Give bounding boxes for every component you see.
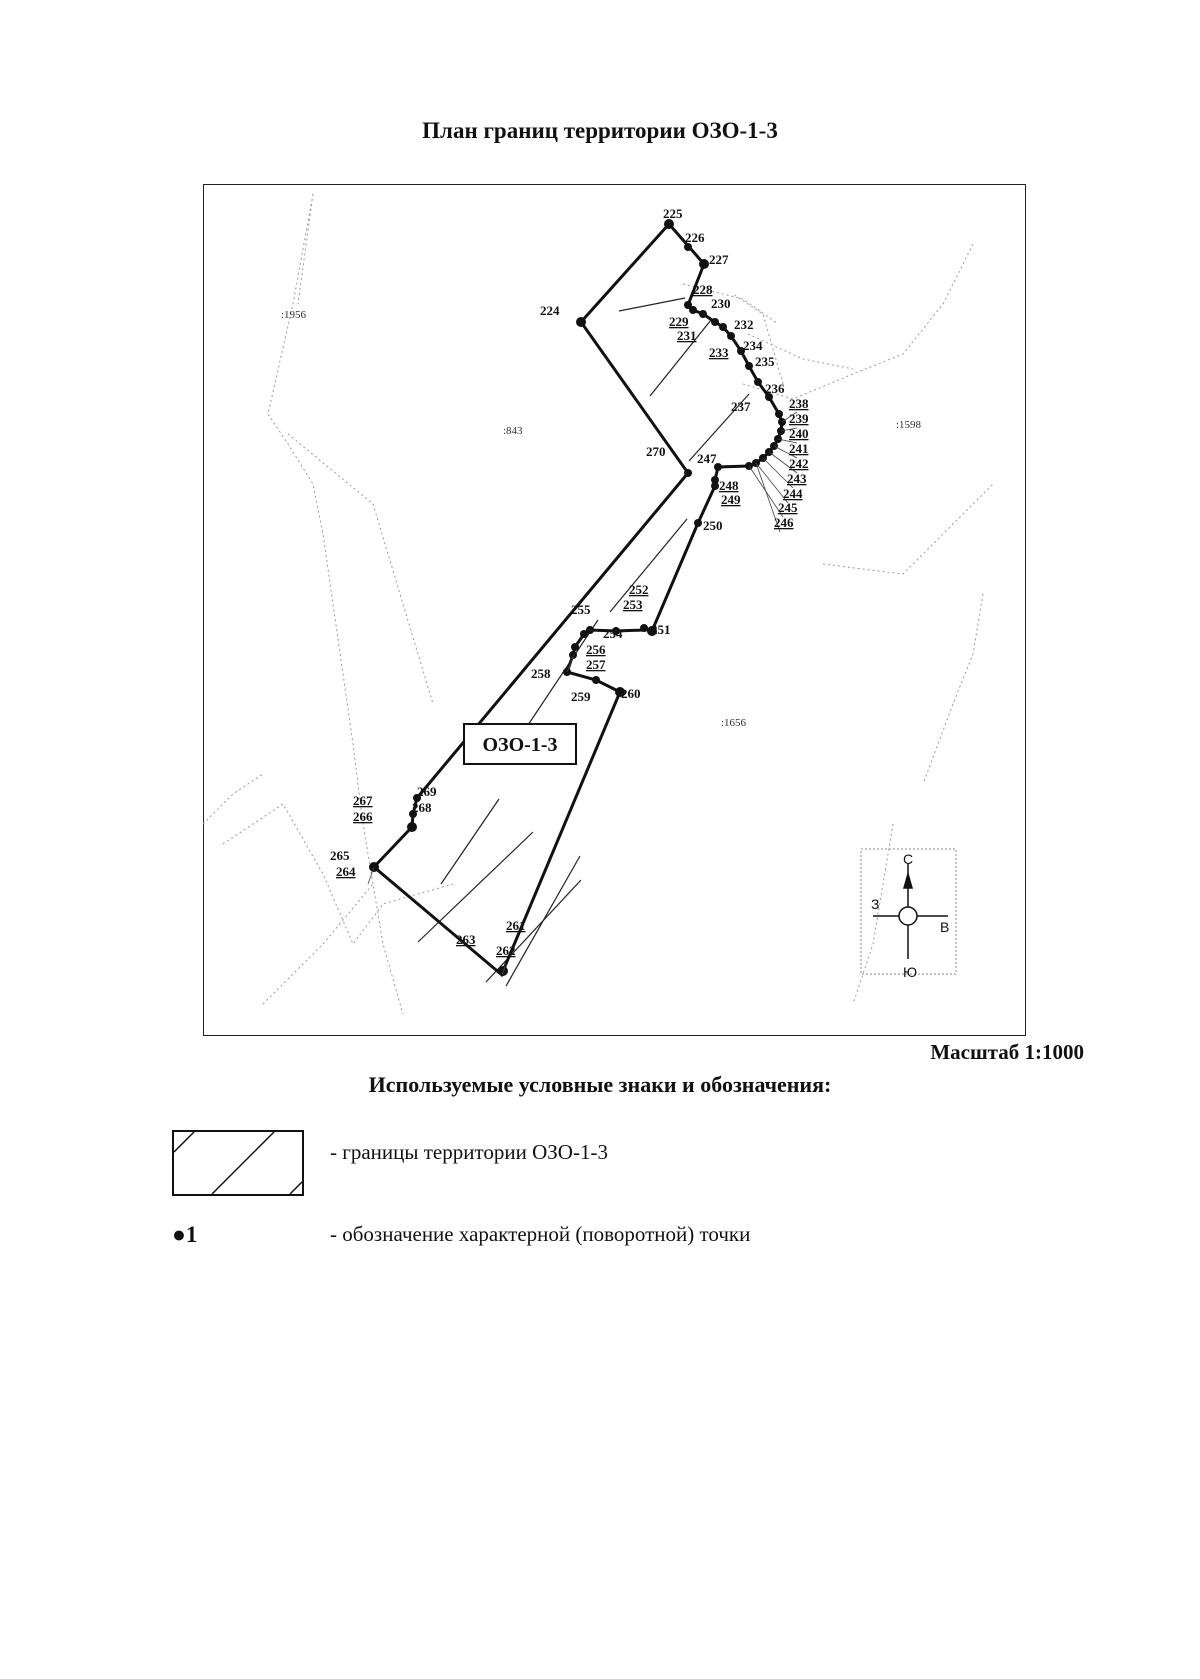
legend-boundary-text: - границы территории ОЗО-1-3 <box>330 1140 608 1164</box>
adjacent-parcel-lines <box>203 194 993 1014</box>
point-label-253: 253 <box>623 597 643 612</box>
scale-label: Масштаб 1:1000 <box>930 1040 1084 1064</box>
point-label-270: 270 <box>646 444 666 459</box>
vertex-markers <box>369 219 786 976</box>
point-label-266: 266 <box>353 809 373 824</box>
point-label-264: 264 <box>336 864 356 879</box>
point-label-231: 231 <box>677 328 697 343</box>
point-label-225: 225 <box>663 206 683 221</box>
compass-north-label: С <box>903 851 914 867</box>
point-label-255: 255 <box>571 602 591 617</box>
parcel-label: :843 <box>503 425 523 437</box>
legend-point-text: - обозначение характерной (поворотной) точки <box>330 1222 751 1246</box>
point-label-265: 265 <box>330 848 350 863</box>
boundary-map <box>203 184 1026 1036</box>
point-label-239: 239 <box>789 411 809 426</box>
point-label-226: 226 <box>685 230 705 245</box>
parcel-label: :1956 <box>281 309 307 321</box>
point-label-233: 233 <box>709 345 729 360</box>
point-label-262: 262 <box>496 943 516 958</box>
point-label-229: 229 <box>669 314 689 329</box>
page-title: План границ территории ОЗО-1-3 <box>422 118 778 143</box>
point-label-236: 236 <box>765 381 785 396</box>
north-arrow-icon <box>861 849 956 980</box>
point-label-232: 232 <box>734 317 754 332</box>
point-label-250: 250 <box>703 518 723 533</box>
point-label-246: 246 <box>774 515 794 530</box>
point-label-227: 227 <box>709 252 729 267</box>
zone-label-box <box>464 724 576 764</box>
point-label-242: 242 <box>789 456 809 471</box>
point-label-257: 257 <box>586 657 606 672</box>
point-label-237: 237 <box>731 399 751 414</box>
point-label-244: 244 <box>783 486 803 501</box>
point-label-248: 248 <box>719 478 739 493</box>
compass-west-label: З <box>871 896 880 912</box>
zone-label: ОЗО-1-3 <box>482 734 558 756</box>
point-label-238: 238 <box>789 396 809 411</box>
point-labels <box>330 206 809 958</box>
point-label-258: 258 <box>531 666 551 681</box>
zone-boundary <box>374 224 782 975</box>
point-label-235: 235 <box>755 354 775 369</box>
point-label-249: 249 <box>721 492 741 507</box>
point-label-256: 256 <box>586 642 606 657</box>
legend-title: Используемые условные знаки и обозначения: <box>368 1072 832 1097</box>
point-label-230: 230 <box>711 296 731 311</box>
point-label-234: 234 <box>743 338 763 353</box>
point-label-260: 260 <box>621 686 641 701</box>
point-label-245: 245 <box>778 500 798 515</box>
point-label-243: 243 <box>787 471 807 486</box>
compass-east-label: В <box>940 919 950 935</box>
point-label-228: 228 <box>693 282 713 297</box>
point-label-263: 263 <box>456 932 476 947</box>
point-label-241: 241 <box>789 441 809 456</box>
legend-point-symbol: ●1 <box>172 1222 198 1247</box>
point-label-224: 224 <box>540 303 560 318</box>
point-label-268: 268 <box>412 800 432 815</box>
zone-hatching <box>418 298 749 986</box>
point-label-267: 267 <box>353 793 373 808</box>
point-label-240: 240 <box>789 426 809 441</box>
point-label-252: 252 <box>629 582 649 597</box>
compass-south-label: Ю <box>903 964 918 980</box>
point-label-259: 259 <box>571 689 591 704</box>
parcel-label: :1656 <box>721 717 747 729</box>
point-label-269: 269 <box>417 784 437 799</box>
legend-boundary-swatch <box>172 1130 304 1196</box>
point-label-251: 251 <box>651 622 671 637</box>
parcel-label: :1598 <box>896 419 922 431</box>
point-label-261: 261 <box>506 918 526 933</box>
point-label-247: 247 <box>697 451 717 466</box>
point-label-254: 254 <box>603 626 623 641</box>
